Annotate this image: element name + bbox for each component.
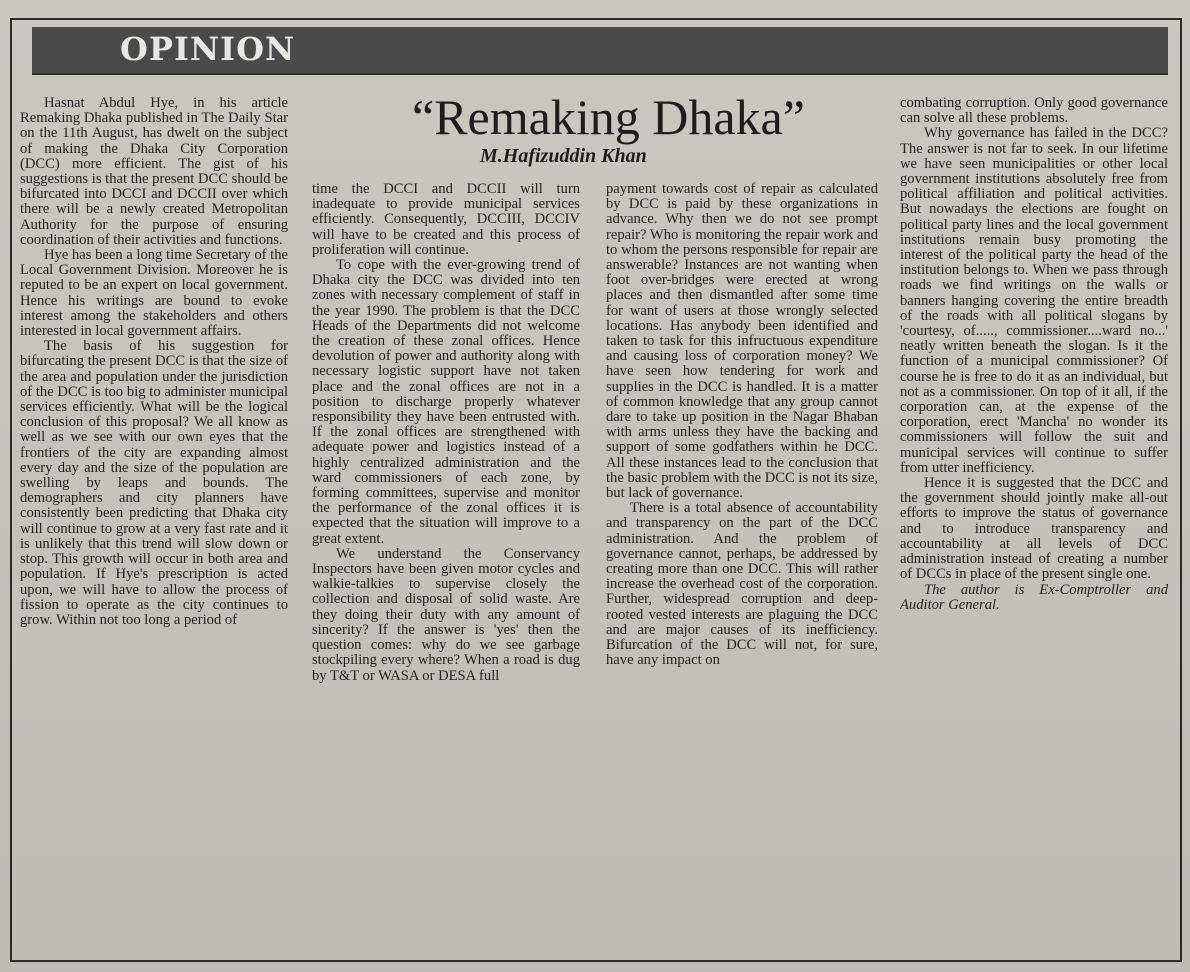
paragraph: Hye has been a long time Secretary of the Local Government Division. Moreover he is reputed to be an expert on local government. Hence his writings are bound to evoke interest among the stakeholders and others interested in local government affairs.	[20, 247, 288, 340]
section-title: OPINION	[120, 30, 296, 68]
paragraph: combating corruption. Only good governance can solve all these problems.	[900, 96, 1168, 127]
article-headline: “Remaking Dhaka”	[412, 89, 805, 145]
paragraph: Hence it is suggested that the DCC and the government should jointly make all-out efforts to improve the status of governance and to introduce transparency and accountability at all levels of DCC administration instead of creating a number of DCCs in place of the present single one.	[900, 475, 1168, 583]
article-column-2	[312, 182, 580, 944]
paragraph: Why governance has failed in the DCC? The answer is not far to seek. In our lifetime we have seen municipalities or other local government institutions absolutely free from political affiliation and political activities. But nowadays the elections are fought on political party lines and the local government institutions remain busy promoting the interest of the political party the head of the institution belongs to. When we pass through roads we find writings on the walls or banners hanging covering the entire breadth of the roads with all political slogans by 'courtesy, of....., commissioner....ward no...' neatly written beneath the slogan. Is it the function of a municipal commissioner? Of course he is free to do it as an individual, but not as a commissioner. On top of it all, if the corporation can, at the expense of the corporation, erect 'Mancha' no wonder its commissioners will follow the suit and municipal services will continue to suffer from utter inefficiency.	[900, 125, 1168, 476]
article-column-1	[20, 96, 288, 944]
article-column-4	[900, 96, 1168, 946]
paragraph: We understand the Conservancy Inspectors have been given motor cycles and walkie-talkies to supervise closely the collection and disposal of solid waste. Are they doing their duty with any amount of sincerity? If the answer is 'yes' then the question comes: why do we see garbage stockpiling every where? When a road is dug by T&T or WASA or DESA full	[312, 545, 580, 684]
paragraph: Hasnat Abdul Hye, in his article Remaking Dhaka published in The Daily Star on the 11th August, has dwelt on the subject of making the Dhaka City Corporation (DCC) more efficient. The gist of his suggestions is that the present DCC should be bifurcated into DCCI and DCCII over which there will be a newly created Metropolitan Authority for the purpose of ensuring coordination of their activities and functions.	[20, 96, 288, 248]
author-note: The author is Ex-Comptroller and Auditor General.	[900, 581, 1168, 613]
paragraph: payment towards cost of repair as calculated by DCC is paid by these organizations in advance. Why then we do not see prompt repair? Who is monitoring the repair work and to whom the persons responsible for repair are answerable? Instances are not wanting when foot over-bridges were erected at wrong places and then dismantled after some time for want of users at those wrongly selected locations. Has anybody been identified and taken to task for this infructuous expenditure and causing loss of corporation money? We have seen how tendering for work and supplies in the DCC is handled. It is a matter of common knowledge that any group cannot dare to take up position in the Nagar Bhaban with arms unless they have the backing and support of some godfathers within he DCC. All these instances lead to the conclusion that the basic problem with the DCC is not its size, but lack of governance.	[606, 182, 878, 502]
article-byline: M.Hafizuddin Khan	[480, 145, 647, 167]
article-column-3	[606, 182, 878, 944]
paragraph: The basis of his suggestion for bifurcating the present DCC is that the size of the area and population under the jurisdiction of the DCC is too big to administer municipal services efficiently. What will be the logical conclusion of this proposal? We all know as well as we see with our own eyes that the frontiers of the city are expanding almost every day and the size of the population are swelling by leaps and bounds. The demographers and city planners have consistently been predicting that Dhaka city will continue to grow at a very fast rate and it is unlikely that this trend will slow down or stop. This growth will occur in both area and population. If Hye's prescription is acted upon, we will have to allow the process of fission to operate as the city continues to grow. Within not too long a period of	[20, 338, 288, 628]
paragraph: To cope with the ever-growing trend of Dhaka city the DCC was divided into ten zones with necessary complement of staff in the year 1990. The problem is that the DCC Heads of the Departments did not welcome the creation of these zonal offices. Hence devolution of power and authority along with necessary logistic support have not taken place and the zonal offices are not in a position to discharge properly whatever responsibility they have been entrusted with. If the zonal offices are strengthened with adequate power and logistics instead of a highly centralized administration and the ward commissioners of each zone, by forming committees, supervise and monitor the performance of the zonal offices it is expected that the situation will improve to a great extent.	[312, 257, 580, 547]
paragraph: There is a total absence of accountability and transparency on the part of the DCC administration. And the problem of governance cannot, perhaps, be addressed by creating more than one DCC. This will rather increase the overhead cost of the corporation. Further, widespread corruption and deep-rooted vested interests are plaguing the DCC and are major causes of its inefficiency. Bifurcation of the DCC will not, for sure, have any impact on	[606, 500, 878, 669]
paragraph: time the DCCI and DCCII will turn inadequate to provide municipal services efficiently. Consequently, DCCIII, DCCIV will have to be created and this process of proliferation will continue.	[312, 182, 580, 258]
